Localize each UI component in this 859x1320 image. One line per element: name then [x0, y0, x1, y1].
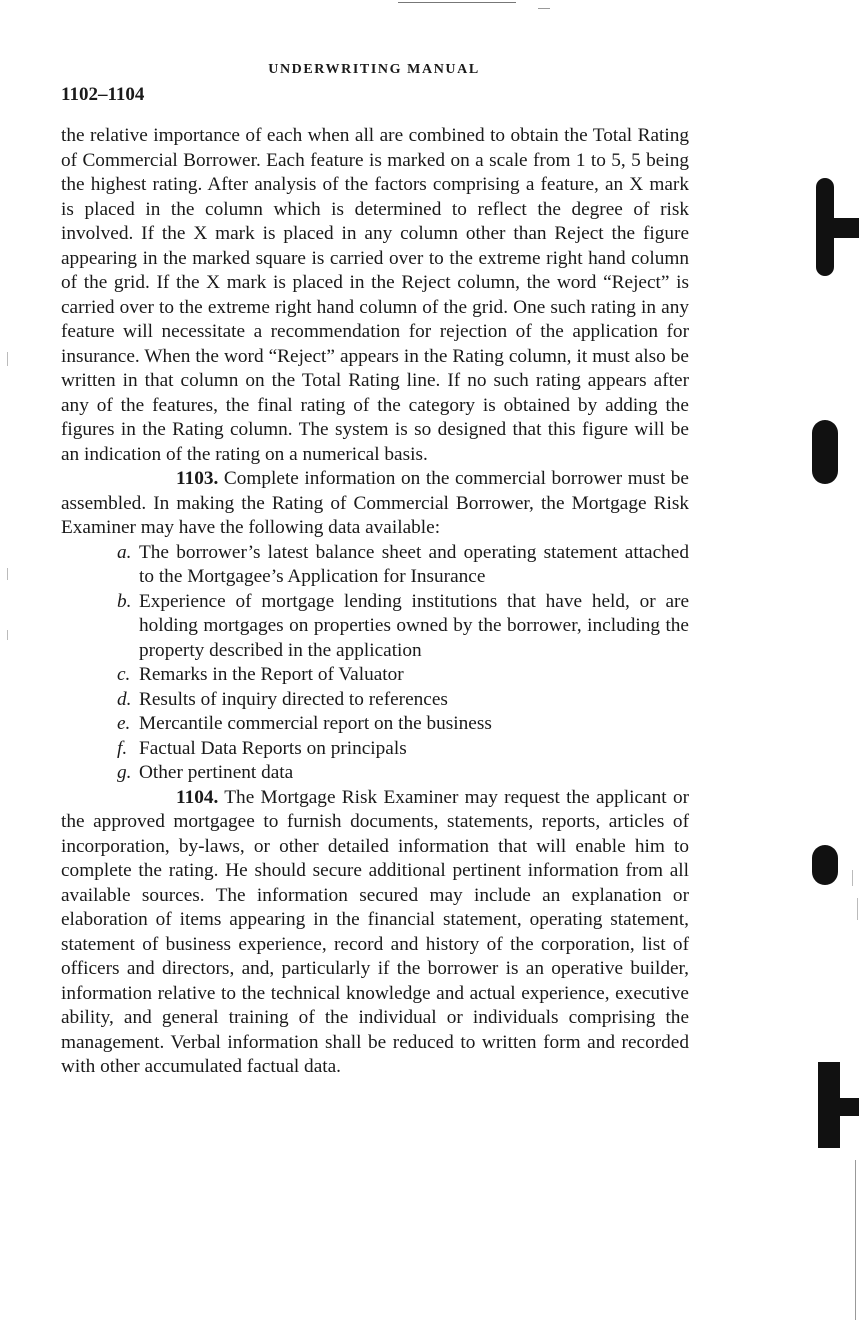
list-item-text: Experience of mortgage lending institutions that have held, or are holding mortgages on properties owned by the borrower, including the property described in the application	[139, 590, 689, 661]
paragraph-1104-text: The Mortgage Risk Examiner may request the applicant or the approved mortgagee to furnish documents, statements, reports, articles of incorporation, by-laws, or other detailed information that will enable him to complete the rating. He should secure additional pertinent information from all available sources. The information secured may include an explanation or elaboration of items appearing in the financial statement, operating statement, statement of business experience, record and history of the corporation, list of officers and directors, and, particularly if the borrower is an operative builder, information relative to the technical knowledge and actual experience, executive ability, and general training of the individual or individuals comprising the management. Verbal information shall be reduced to written form and recorded with other accumulated factual data.	[61, 786, 689, 1077]
list-item	[117, 541, 689, 590]
binder-tab-bottom-notch	[834, 1098, 859, 1116]
paragraph-1103	[61, 467, 689, 541]
list-item-label: b.	[117, 590, 132, 612]
page-body	[61, 124, 689, 1080]
scan-edge-mark	[852, 870, 853, 886]
scan-edge-mark	[857, 898, 858, 920]
list-item-text: Results of inquiry directed to references	[139, 688, 448, 710]
paragraph-1104	[61, 786, 689, 1080]
list-item	[117, 590, 689, 664]
scan-edge-mark	[7, 630, 8, 640]
list-item-text: Mercantile commercial report on the business	[139, 713, 492, 734]
paragraph-1103-text: Complete information on the commercial borrower must be assembled. In making the Rating of Commercial Borrower, the Mortgage Risk Examiner may have the following data available:	[61, 468, 689, 538]
paragraph-continued: the relative importance of each when all are combined to obtain the Total Rating of Commercial Borrower. Each feature is marked on a scale from 1 to 5, 5 being the highest rating. After analysis of the factors comprising a feature, an X mark is placed in the column which is determined to reflect the degree of risk involved. If the X mark is placed in any column other than Reject the figure appearing in the marked square is carried over to the extreme right hand column of the grid. If the X mark is placed in the Reject column, the word “Reject” is carried over to the extreme right hand column of the grid. One such rating in any feature will necessitate a recommendation for rejection of the application for insurance. When the word “Reject” appears in the Rating column, it must also be written in that column on the Total Rating line. If no such rating appears after any of the features, the final rating of the category is obtained by adding the figures in the Rating column. The system is so designed that this figure will be an indication of the rating on a numerical basis.	[61, 125, 689, 465]
list-item-label: e.	[117, 713, 131, 734]
list-item-label: c.	[117, 664, 131, 685]
scan-edge-mark	[855, 1160, 856, 1320]
list-item-text: Remarks in the Report of Valuator	[139, 664, 404, 685]
list-item-text: The borrower’s latest balance sheet and operating statement attached to the Mortgagee’s Application for Insurance	[139, 541, 689, 587]
list-item	[117, 688, 689, 713]
punch-hole-lower	[812, 845, 838, 885]
scan-edge-mark	[7, 568, 8, 580]
list-item	[117, 663, 689, 688]
list-item-text: Other pertinent data	[139, 762, 294, 783]
running-title: UNDERWRITING MANUAL	[268, 62, 480, 77]
binder-tab-top-notch	[830, 218, 859, 238]
list-item	[117, 737, 689, 762]
scan-edge-mark	[7, 352, 8, 366]
section-number-1104: 1104.	[176, 786, 219, 808]
list-item-label: d.	[117, 688, 132, 710]
data-sources-list	[61, 541, 689, 786]
list-item-label: g.	[117, 762, 132, 783]
section-range: 1102–1104	[61, 84, 145, 105]
list-item-text: Factual Data Reports on principals	[139, 737, 407, 759]
list-item-label: f.	[117, 737, 128, 759]
list-item	[117, 761, 689, 786]
list-item	[117, 712, 689, 737]
punch-hole-upper	[812, 420, 838, 484]
section-number-1103: 1103.	[176, 468, 219, 489]
scan-top-rule	[398, 2, 516, 3]
scan-top-rule-short	[538, 8, 550, 9]
list-item-label: a.	[117, 541, 132, 563]
